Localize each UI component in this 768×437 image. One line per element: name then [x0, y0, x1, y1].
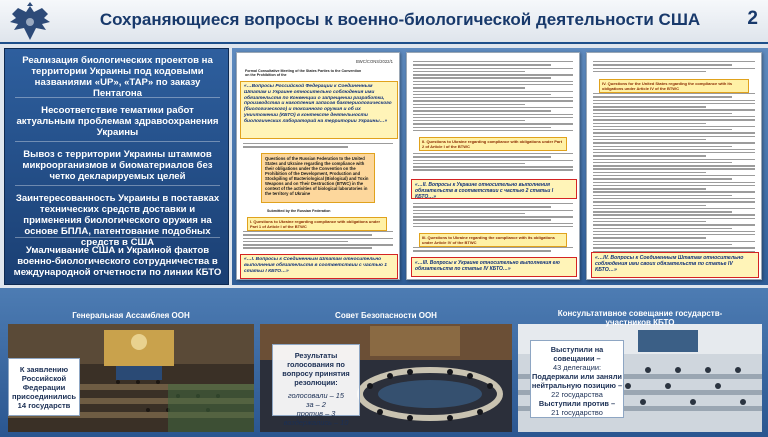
text-line: [593, 100, 755, 101]
text-line: [243, 241, 348, 242]
text-line: [413, 127, 551, 128]
text-line: [593, 208, 755, 209]
document-page-2: [406, 52, 580, 280]
text-line: [243, 143, 393, 144]
text-line: [593, 103, 755, 104]
callout-section-2: «…II. Вопросы к Украине относительно выполнения обязательств в соответствии с частью 2 статьи I КБТО…»: [411, 179, 577, 199]
text-line: [593, 172, 706, 173]
text-line: [593, 165, 755, 166]
text-line: [413, 77, 551, 78]
speakers-count: 43 делегации:: [552, 363, 602, 372]
doc-reference: BWC/CONS/2022/1: [355, 59, 393, 64]
vote-line-abstained: воздержались – 10: [283, 418, 349, 427]
text-line: [593, 146, 732, 147]
text-line: [593, 119, 755, 120]
text-line: [413, 91, 573, 92]
text-line: [413, 169, 573, 170]
kbto-title: Консультативное совещание государств-участников КБТО: [557, 309, 723, 327]
text-line: [593, 224, 755, 225]
text-line: [413, 219, 551, 220]
sc-vote-results: [272, 344, 360, 427]
text-line: [593, 106, 706, 107]
text-line: [413, 84, 573, 85]
text-line: [593, 188, 706, 189]
text-line: [593, 64, 732, 65]
text-line: [413, 213, 525, 214]
doc-lines: [243, 231, 393, 251]
issue-item-1: Реализация биологических проектов на территории Украины под кодовыми названиями «UP», «TAP» по заказу Пентагона: [22, 55, 213, 99]
callout-bottom: «…I. Вопросы к Соединенным Штатам относительно выполнения обязательств в соответствии с частью 1 статьи I КБТО…»: [240, 254, 398, 279]
callout-top: «…Вопросы Российской Федерации к Соединенным Штатам и Украине относительно соблюдения ими обязательств по Конвенции о запрещении разработки, производства и накопления запасов бактериологического (биологического) и токсинного оружия и об их уничтожении (КБТО) в контексте деятельности биологических лабораторий на территории Украины…»: [240, 81, 398, 139]
text-line: [243, 244, 393, 245]
text-line: [413, 97, 573, 98]
text-line: [593, 96, 732, 97]
text-line: [593, 247, 755, 248]
document-page-1: [236, 52, 400, 280]
text-line: [593, 168, 755, 169]
text-line: [413, 130, 573, 131]
doc-lines: [413, 247, 573, 254]
text-line: [593, 159, 755, 160]
text-line: [593, 231, 755, 232]
doc-lines: [593, 93, 755, 257]
text-line: [413, 107, 573, 108]
text-line: [413, 110, 551, 111]
text-line: [413, 216, 573, 217]
text-line: [593, 123, 706, 124]
text-line: [413, 100, 573, 101]
text-line: [593, 109, 755, 110]
text-line: [413, 61, 573, 62]
text-line: [593, 237, 706, 238]
speakers-title: Выступили на совещании –: [550, 345, 604, 363]
text-line: [593, 142, 755, 143]
divider: [15, 185, 220, 186]
divider: [15, 141, 220, 142]
text-line: [593, 132, 755, 133]
text-line: [413, 104, 525, 105]
vote-results-title: Результаты голосования по вопросу принятия резолюции:: [282, 351, 350, 387]
text-line: [413, 160, 573, 161]
text-line: [413, 203, 573, 204]
vote-line-total: голосовали – 15: [287, 391, 345, 400]
doc-heading: Formal Consultative Meeting of the States Parties to the Convention on the Prohibition of the: [245, 69, 362, 77]
page-title: Сохраняющиеся вопросы к военно-биологической деятельности США: [99, 10, 701, 29]
text-line: [593, 175, 755, 176]
text-line: [413, 226, 573, 227]
text-line: [413, 163, 525, 164]
orange-highlight-block: Questions of the Russian Federation to the United States and Ukraine regarding the compliance with their obligations under the Convention on the Prohibition of the Development, Production and Stockpiling of Bacteriological (Biological) and Toxin Weapons and on Their Destruction (BTWC) in the context of the activities of biological laboratories in the territory of Ukraine: [261, 153, 375, 203]
text-line: [413, 206, 551, 207]
section-title-4: IV. Questions for the United States regarding the compliance with its obligations under Article IV of the BTWC: [599, 79, 749, 93]
text-line: [593, 149, 755, 150]
text-line: [243, 238, 393, 239]
text-line: [593, 201, 755, 202]
text-line: [593, 205, 706, 206]
text-line: [593, 68, 755, 69]
text-line: [593, 155, 706, 156]
text-line: [413, 87, 525, 88]
text-line: [593, 116, 755, 117]
against-label: Выступили против –: [538, 399, 616, 408]
issue-item-4: Заинтересованность Украины в поставках технических средств доставки и применения биологического оружия на основе БПЛА, патентование подобных средств в США: [15, 193, 220, 248]
kbto-stat-box: [530, 340, 624, 418]
text-line: [593, 191, 755, 192]
doc-lines: [413, 203, 573, 229]
text-line: [413, 120, 525, 121]
text-line: [413, 153, 573, 154]
issue-item-2: Несоответствие тематики работ актуальным проблемам здравоохранения Украины: [16, 105, 219, 138]
support-count: 22 государства: [551, 390, 603, 399]
text-line: [593, 214, 755, 215]
doc-lines: [413, 61, 573, 133]
against-count: 21 государство: [551, 408, 603, 417]
vote-line-against: против – 3: [296, 409, 336, 418]
text-line: [593, 152, 755, 153]
text-line: [593, 129, 732, 130]
text-line: [593, 234, 755, 235]
text-line: [413, 64, 551, 65]
callout-section-4: «…IV. Вопросы к Соединенным Штатам относительно соблюдения ими своих обязательств по статье IV КБТО…»: [591, 252, 759, 278]
text-line: [593, 228, 732, 229]
text-line: [413, 123, 573, 124]
text-line: [593, 218, 755, 219]
section-title-3: III. Questions to Ukraine regarding the compliance with its obligations under Article IV of the BTWC: [419, 233, 567, 247]
text-line: [413, 117, 573, 118]
section-title-1: I. Questions to Ukraine regarding compliance with obligations under Part 1 of Article I of the BTWC: [247, 217, 387, 231]
text-line: [413, 156, 551, 157]
text-line: [593, 93, 755, 94]
text-line: [593, 136, 755, 137]
vote-line-for: за – 2: [306, 400, 326, 409]
text-line: [593, 185, 755, 186]
doc-lines: [413, 153, 573, 173]
text-line: [593, 211, 732, 212]
text-line: [593, 162, 732, 163]
text-line: [243, 231, 393, 232]
divider: [15, 97, 220, 98]
text-line: [593, 71, 706, 72]
text-line: [413, 250, 551, 251]
text-line: [593, 244, 732, 245]
divider: [15, 237, 220, 238]
support-label: Поддержали или заняли нейтральную позицию –: [531, 372, 623, 390]
text-line: [593, 182, 755, 183]
text-line: [413, 81, 573, 82]
issues-panel: [4, 48, 229, 285]
text-line: [593, 241, 755, 242]
document-page-3: [586, 52, 762, 280]
text-line: [593, 61, 755, 62]
ga-title: Генеральная Ассамблея ООН: [72, 311, 190, 320]
issue-item-5: Умалчивание США и Украиной фактов военно-биологического сотрудничества в международной отчетности по линии КБТО: [13, 245, 222, 278]
text-line: [593, 195, 732, 196]
text-line: [243, 146, 348, 147]
text-line: [413, 210, 573, 211]
text-line: [413, 68, 573, 69]
text-line: [593, 113, 732, 114]
text-line: [593, 221, 706, 222]
text-line: [413, 166, 573, 167]
issue-item-3: Вывоз с территории Украины штаммов микроорганизмов и биоматериалов без четко декларируемых целей: [22, 149, 213, 182]
callout-section-3: «…III. Вопросы к Украине относительно выполнения ею обязательств по статье IV КБТО…»: [411, 257, 577, 277]
text-line: [413, 71, 525, 72]
section-title-2: II. Questions to Ukraine regarding compliance with obligations under Part 2 of Article I of the BTWC: [419, 137, 567, 151]
text-line: [593, 126, 755, 127]
text-line: [413, 74, 573, 75]
text-line: [413, 247, 573, 248]
header-bar: [0, 0, 768, 44]
text-line: [593, 139, 706, 140]
page-number: 2: [747, 8, 758, 29]
doc-lines: [243, 143, 393, 150]
text-line: [243, 247, 372, 248]
text-line: [413, 223, 573, 224]
double-headed-eagle-emblem-icon: [4, 2, 56, 42]
text-line: [413, 94, 551, 95]
text-line: [593, 178, 732, 179]
sc-title: Совет Безопасности ООН: [335, 311, 437, 320]
text-line: [413, 114, 573, 115]
doc-lines: [593, 61, 755, 74]
ga-stat-box: К заявлению Российской Федерации присоединились 14 государств: [8, 358, 80, 416]
text-line: [593, 198, 755, 199]
submitted-by: Submitted by the Russian Federation: [267, 209, 331, 213]
text-line: [243, 234, 372, 235]
